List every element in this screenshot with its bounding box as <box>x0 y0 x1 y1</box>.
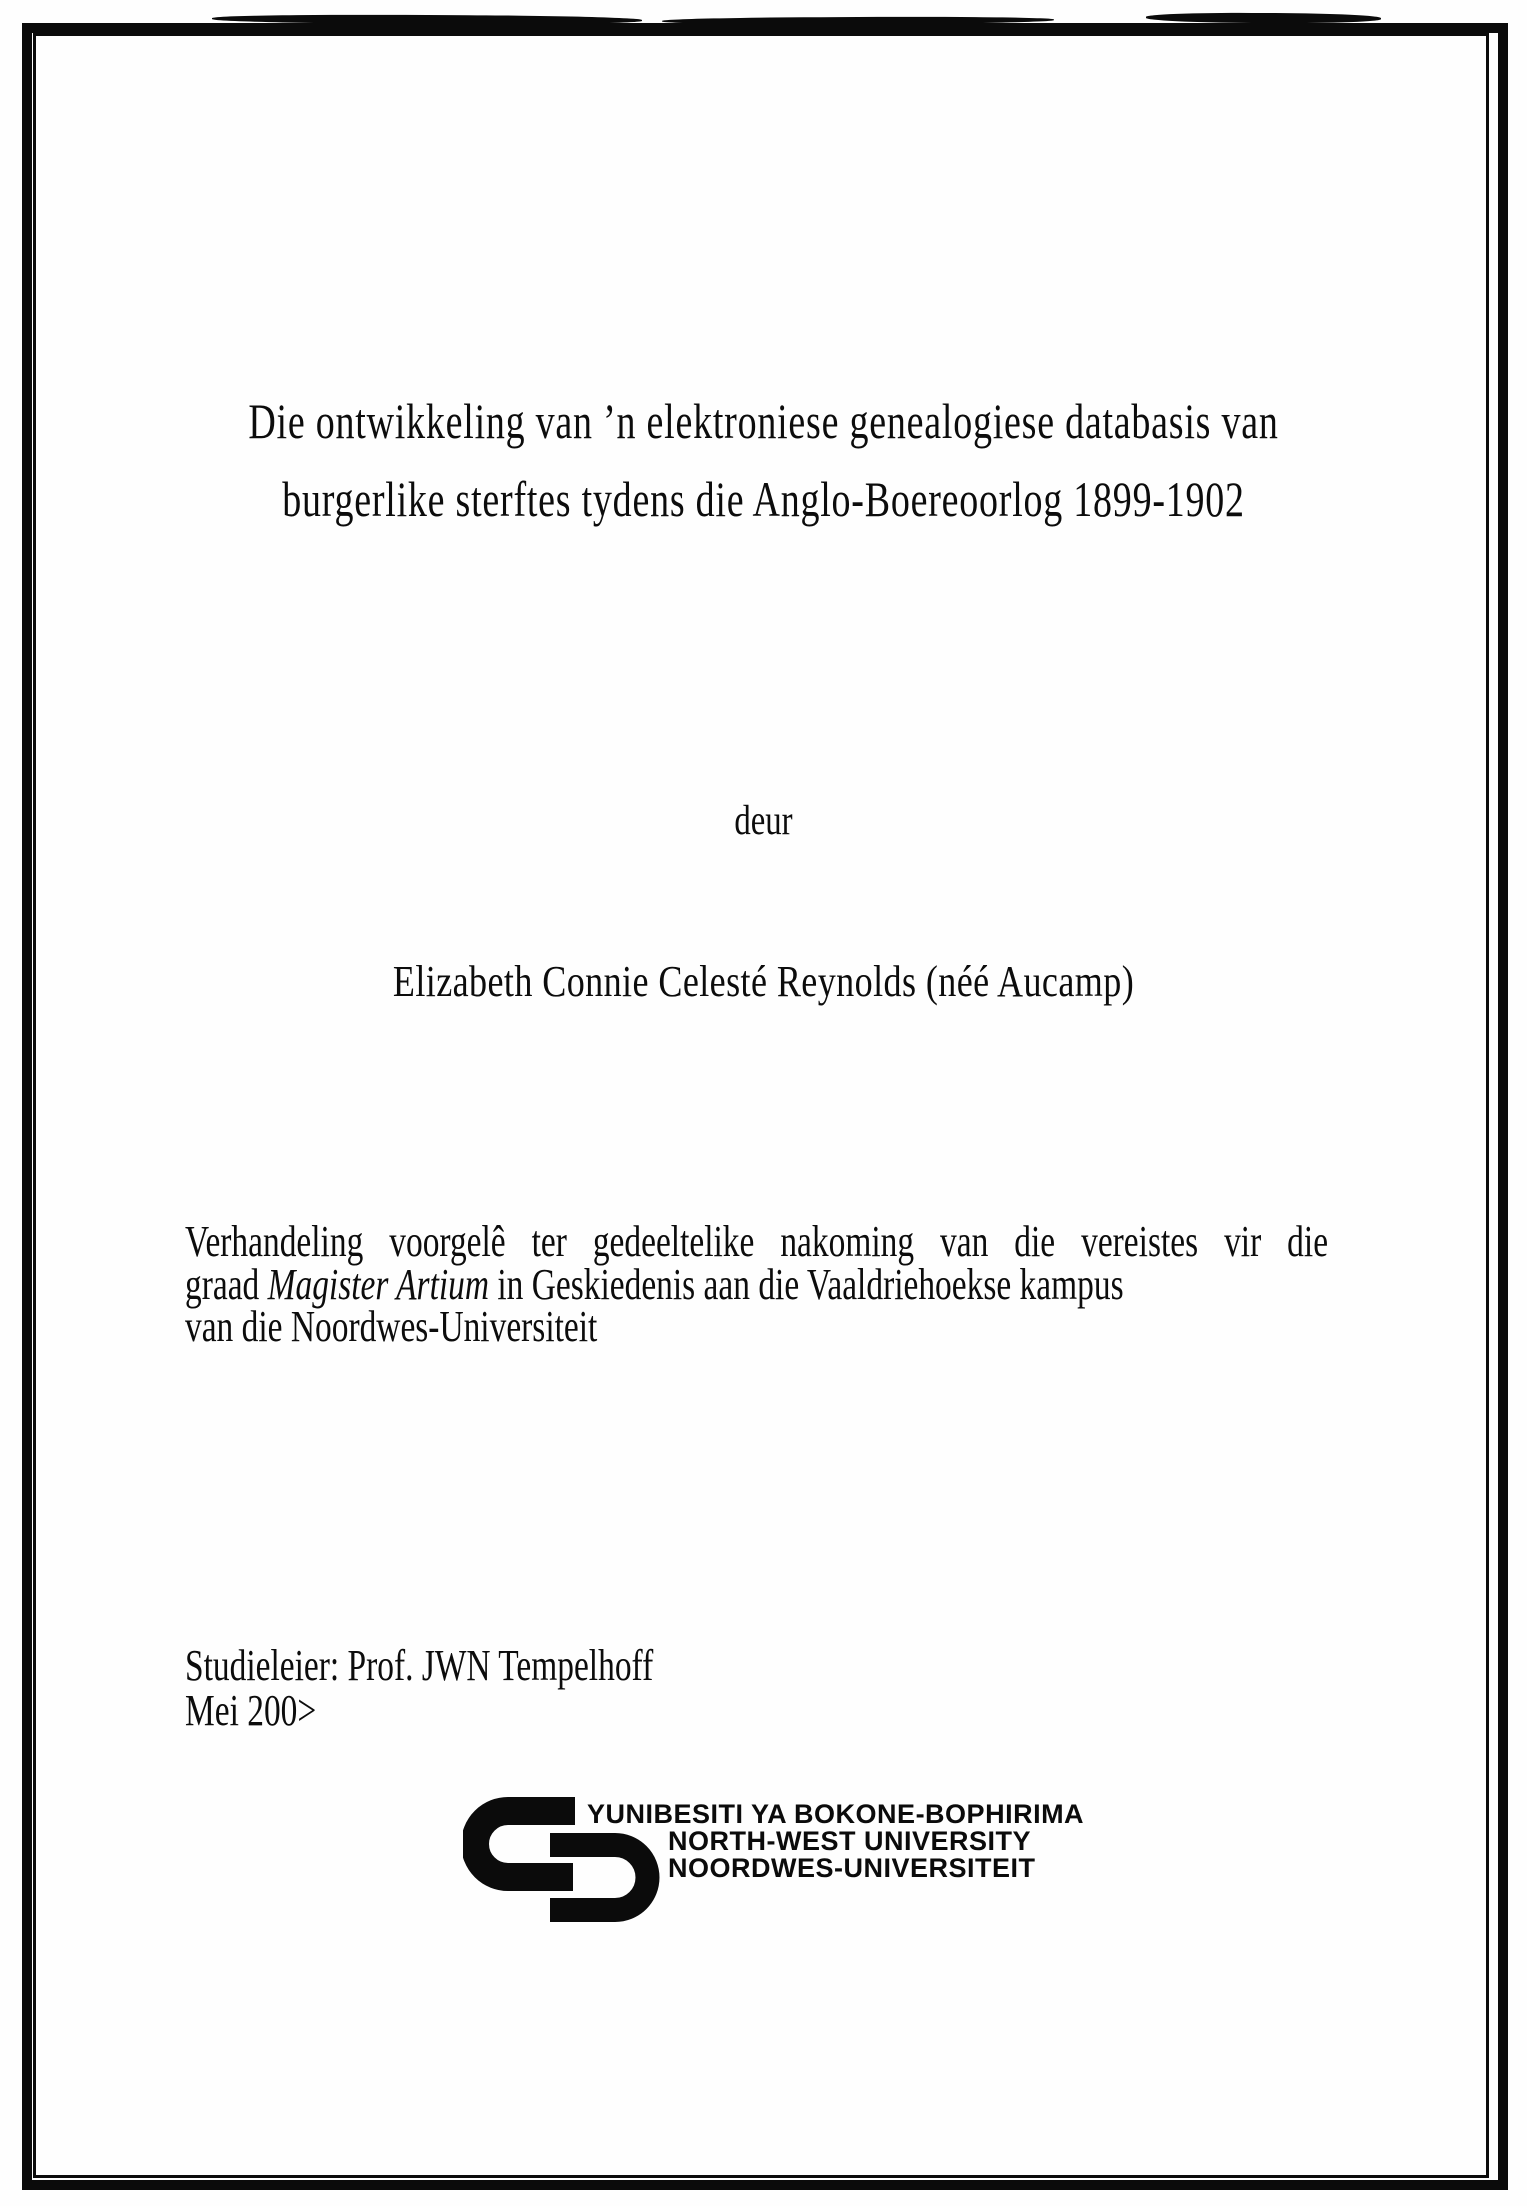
thesis-statement <box>185 1217 1329 1351</box>
thesis-statement-line-2 <box>185 1259 1328 1309</box>
page-title-line-2: burgerlike sterftes tydens die Anglo-Boereoorlog 1899-1902 <box>282 471 1245 527</box>
thesis-statement-line-1: Verhandeling voorgelê ter gedeeltelike nakoming van die vereistes vir die <box>185 1217 1329 1266</box>
university-name-afrikaans: NOORDWES-UNIVERSITEIT <box>668 1853 1036 1883</box>
supervisor-line: Studieleier: Prof. JWN Tempelhoff <box>185 1641 654 1690</box>
university-name-setswana: YUNIBESITI YA BOKONE-BOPHIRIMA <box>587 1799 1085 1829</box>
thesis-statement-line-3: van die Noordwes-Universiteit <box>185 1302 598 1351</box>
thesis-statement-line-2-suffix: in Geskiedenis aan die Vaaldriehoekse kampus <box>489 1259 1124 1309</box>
author-name: Elizabeth Connie Celesté Reynolds (néé Aucamp) <box>392 957 1135 1006</box>
page-title-line-1: Die ontwikkeling van ’n elektroniese genealogiese databasis van <box>248 393 1279 449</box>
supervisor-block <box>185 1643 653 1733</box>
thesis-statement-line-2-prefix: graad <box>185 1259 268 1309</box>
scan-smudge <box>1146 12 1381 23</box>
byline: deur <box>734 798 793 844</box>
degree-name-italic: Magister Artium <box>267 1259 490 1309</box>
university-name-english: NORTH-WEST UNIVERSITY <box>668 1826 1032 1856</box>
date-line: Mei 200> <box>185 1686 317 1735</box>
